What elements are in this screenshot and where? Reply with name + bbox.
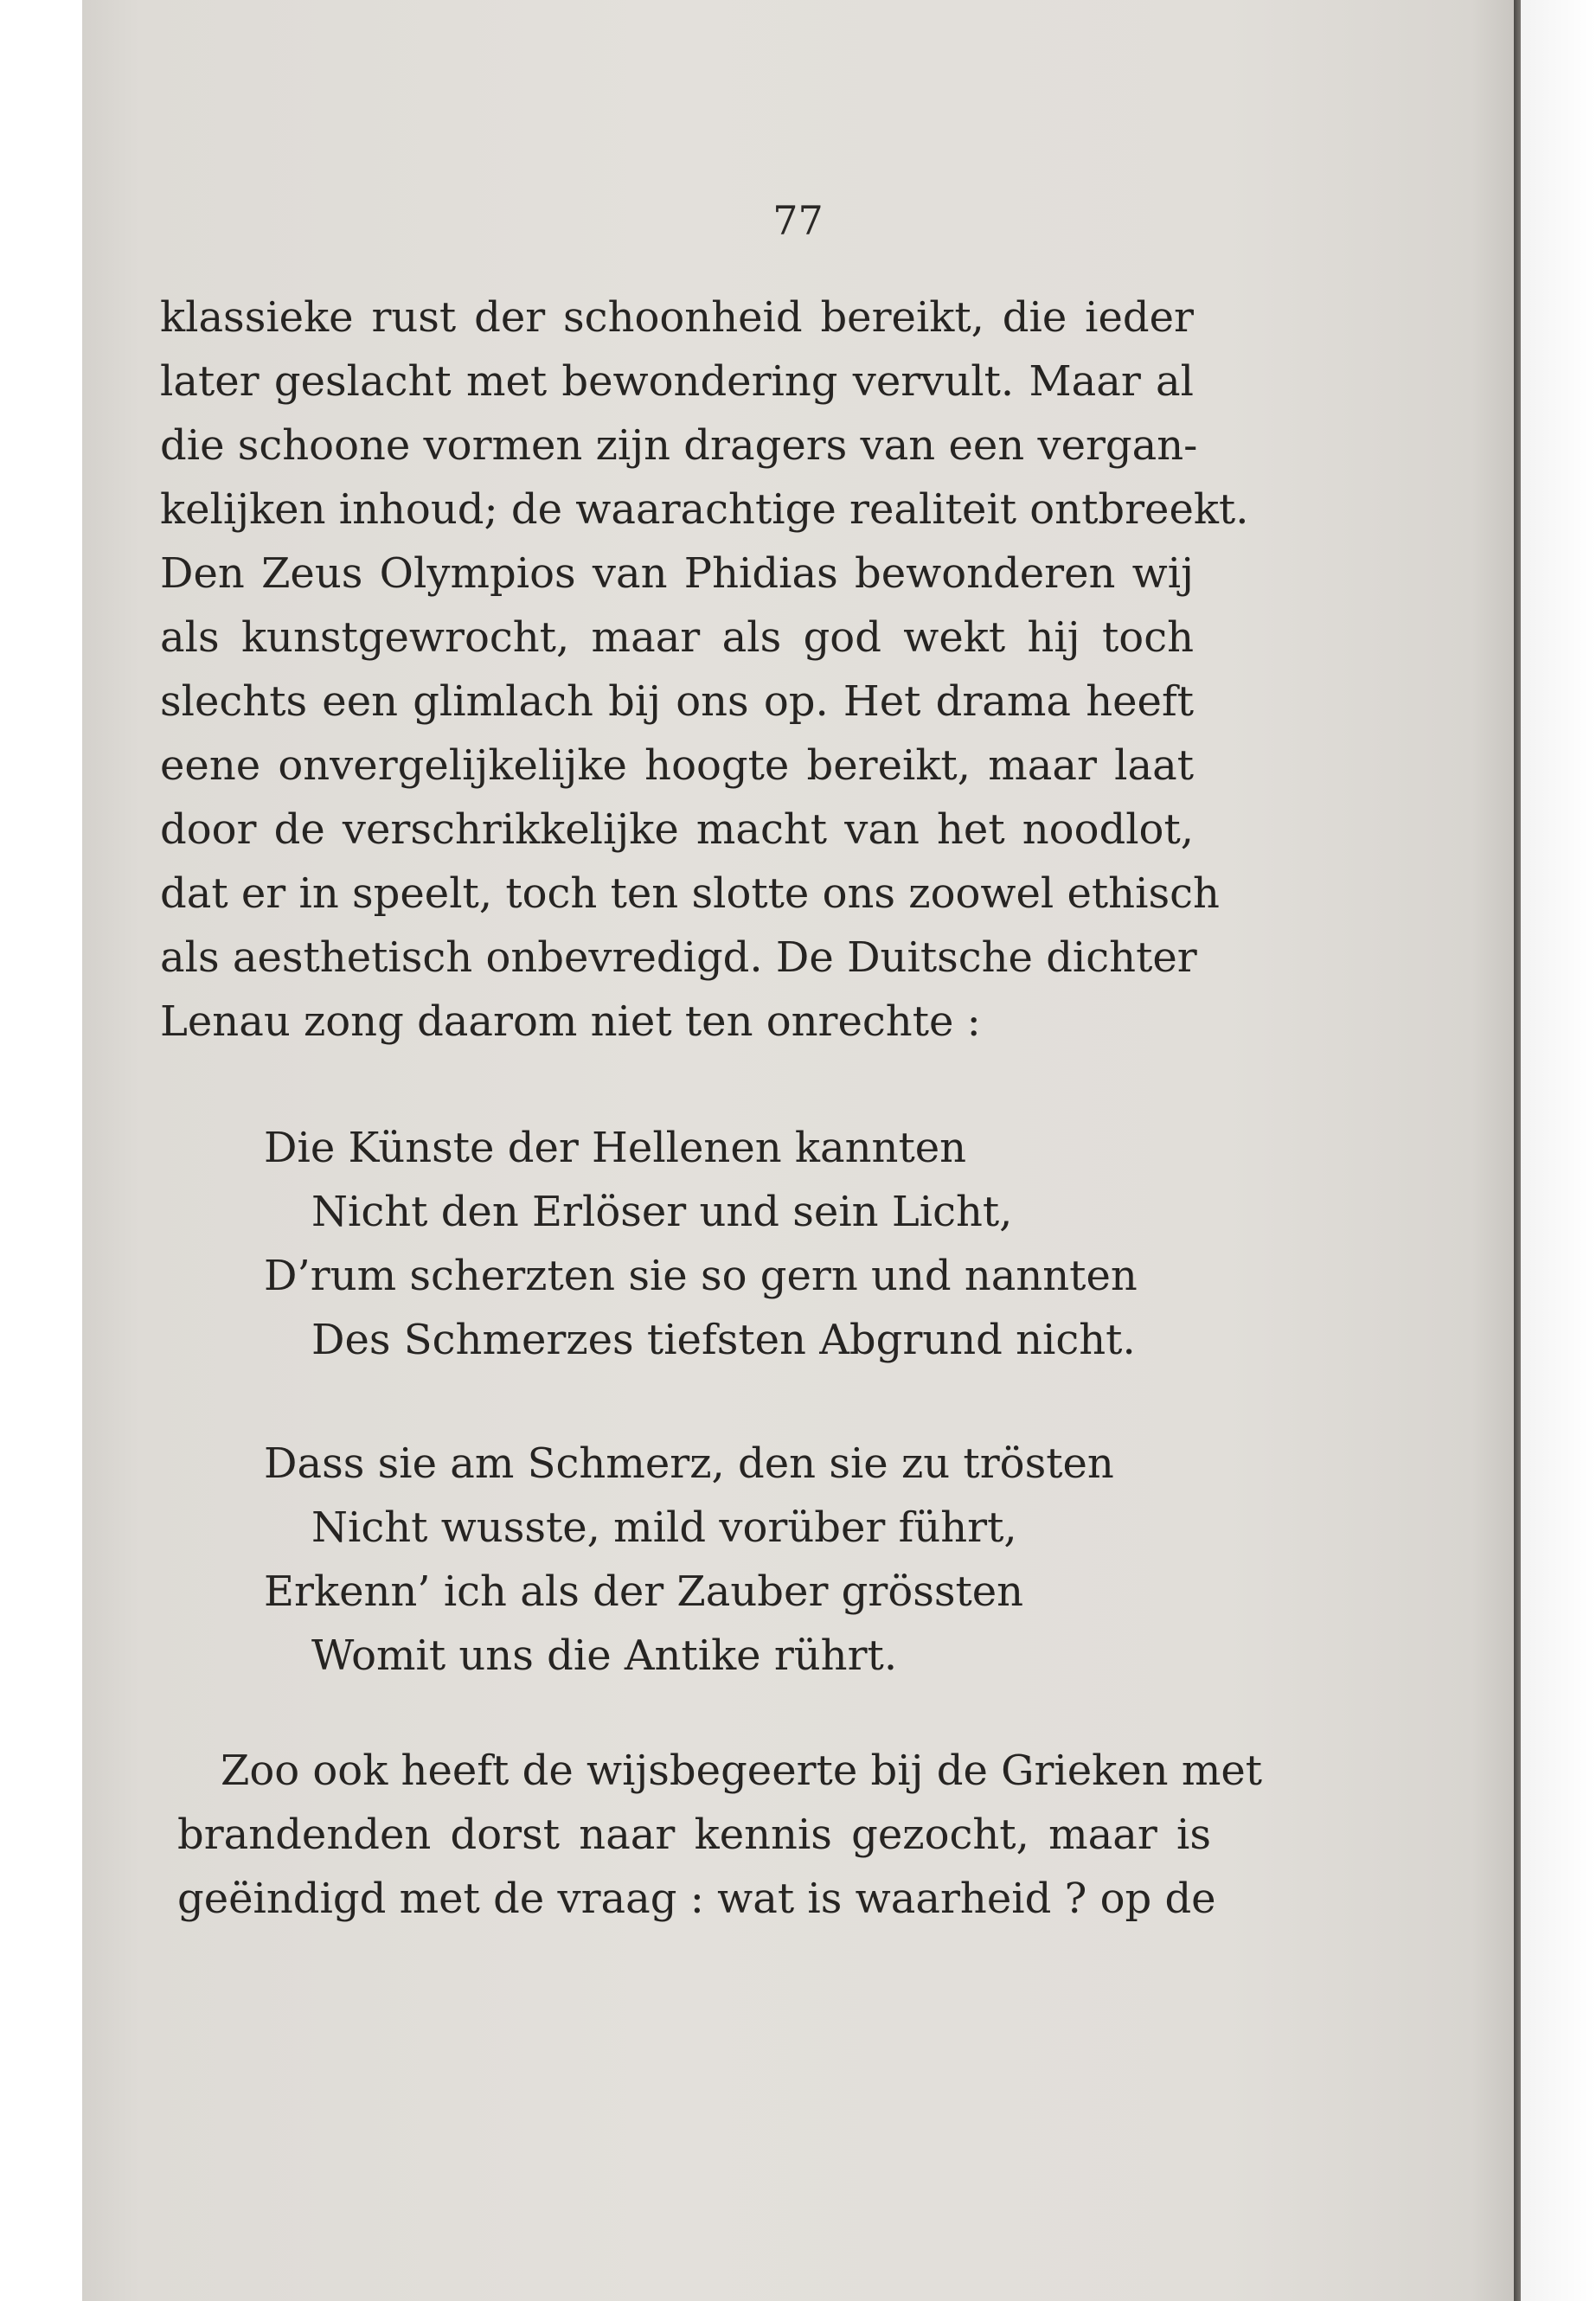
paragraph-1 [160, 285, 1249, 1054]
verse-line: Des Schmerzes tiefsten Abgrund nicht. [311, 1316, 1136, 1364]
page-edge-shadow [1514, 0, 1521, 2301]
verse-line: Nicht den Erlöser und sein Licht, [311, 1188, 1013, 1236]
text-line: slechts een glimlach bij ons op. Het drama heeft [160, 677, 1194, 726]
text-line: die schoone vormen zijn dragers van een vergan- [160, 421, 1198, 470]
text-line: geëindigd met de vraag : wat is waarheid ? op de [177, 1875, 1216, 1923]
book-page [82, 0, 1514, 2301]
verse-line: Dass sie am Schmerz, den sie zu trösten [264, 1439, 1114, 1488]
text-line: later geslacht met bewondering vervult. Maar al [160, 357, 1194, 406]
paragraph-2 [177, 1739, 1263, 1931]
text-line: brandenden dorst naar kennis gezocht, maar is [177, 1811, 1211, 1859]
page-number: 77 [772, 197, 824, 244]
verse-line: Nicht wusste, mild vorüber führt, [311, 1503, 1017, 1552]
poem-stanza-1 [264, 1116, 1138, 1372]
scan-margin [1521, 0, 1596, 2301]
text-line: kelijken inhoud; de waarachtige realiteit ontbreekt. [160, 485, 1249, 534]
text-line: Den Zeus Olympios van Phidias bewonderen wij [160, 549, 1194, 598]
verse-line: Erkenn’ ich als der Zauber grössten [264, 1567, 1024, 1616]
text-line: dat er in speelt, toch ten slotte ons zoowel ethisch [160, 869, 1220, 918]
text-line: Lenau zong daarom niet ten onrechte : [160, 997, 981, 1046]
text-line: als aesthetisch onbevredigd. De Duitsche dichter [160, 933, 1197, 982]
text-line: klassieke rust der schoonheid bereikt, die ieder [160, 293, 1194, 342]
poem-stanza-2 [264, 1432, 1114, 1688]
text-line: Zoo ook heeft de wijsbegeerte bij de Grieken met [221, 1747, 1263, 1795]
text-line: door de verschrikkelijke macht van het noodlot, [160, 805, 1194, 854]
verse-line: D’rum scherzten sie so gern und nannten [264, 1252, 1138, 1300]
text-line: als kunstgewrocht, maar als god wekt hij toch [160, 613, 1194, 662]
verse-line: Die Künste der Hellenen kannten [264, 1124, 967, 1172]
text-line: eene onvergelijkelijke hoogte bereikt, maar laat [160, 741, 1194, 790]
verse-line: Womit uns die Antike rührt. [311, 1631, 898, 1680]
